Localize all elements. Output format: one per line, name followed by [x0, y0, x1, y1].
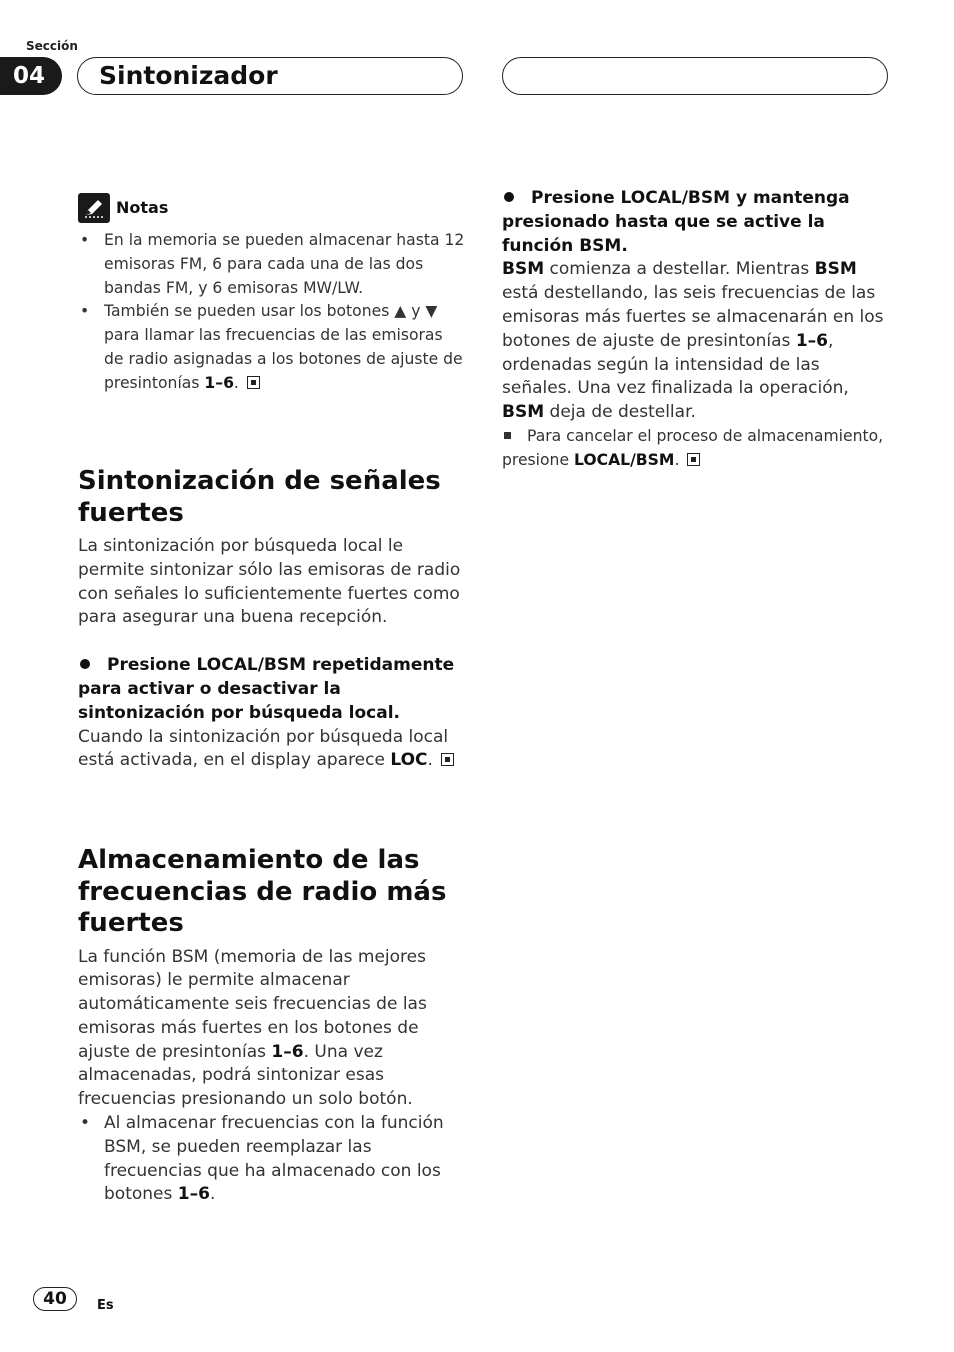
- bsm-bullet-text: Al almacenar frecuencias con la función BSM, se pueden reemplazar las frecuencias que ha almacenado con los botones: [104, 1113, 444, 1205]
- note-tail: .: [233, 373, 239, 392]
- bsm-step: [502, 187, 890, 258]
- right-column: [502, 187, 890, 473]
- strong-intro: La sintonización por búsqueda local le permite sintonizar sólo las emisoras de radio con señales lo suficientemente fuertes como para asegurar una buena recepción.: [78, 536, 461, 628]
- list-item: [78, 1112, 468, 1207]
- bsm-bold: BSM: [814, 259, 857, 280]
- end-mark-icon: [687, 453, 700, 466]
- bsm-cancel-note: [502, 425, 890, 473]
- step-bullet-icon: [80, 659, 90, 669]
- notes-block: [78, 193, 466, 396]
- section-number-badge: 04: [0, 57, 62, 95]
- strong-result: [78, 726, 468, 774]
- header-right-box: [502, 57, 888, 95]
- pencil-icon: [78, 193, 110, 223]
- list-item: [78, 300, 466, 395]
- section-strong-signals: [78, 466, 468, 773]
- bsm-cancel-tail: .: [674, 450, 680, 469]
- bsm-desc-4: deja de destellar.: [544, 402, 696, 423]
- bsm-bullet-bold: 1–6: [177, 1184, 210, 1205]
- bsm-bullets: [78, 1112, 468, 1207]
- page-number: 40: [33, 1287, 77, 1311]
- strong-result-text: Cuando la sintonización por búsqueda local está activada, en el display aparece: [78, 726, 449, 771]
- bsm-step-text: Presione LOCAL/BSM y mantenga presionado hasta que se active la función BSM.: [502, 188, 850, 256]
- bsm-intro-text: La función BSM (memoria de las mejores emisoras) le permite almacenar automáticamente seis frecuencias de las emisoras más fuertes en los botones de ajuste de presintonías: [78, 946, 427, 1062]
- bsm-desc-1: comienza a destellar. Mientras: [544, 259, 815, 280]
- loc-label: LOC: [390, 750, 428, 771]
- bsm-intro: [78, 946, 468, 1113]
- list-item: [78, 229, 466, 300]
- bsm-desc-3: , ordenadas según la intensidad de las señales. Una vez finalizada la operación,: [502, 330, 849, 399]
- note-text-1: En la memoria se pueden almacenar hasta 12 emisoras FM, 6 para cada una de las dos bandas FM, y 6 emisoras MW/LW.: [104, 231, 465, 297]
- bsm-description: [502, 258, 890, 425]
- note-text-2: También se pueden usar los botones ▲ y ▼ para llamar las frecuencias de las emisoras de radio asignadas a los botones de ajuste de presintonías: [104, 302, 463, 392]
- step-bullet-icon: [504, 192, 514, 202]
- bsm-cancel-text: Para cancelar el proceso de almacenamiento, presione: [502, 426, 884, 469]
- heading-bsm: Almacenamiento de las frecuencias de radio más fuertes: [78, 845, 447, 938]
- note-square-icon: [504, 432, 511, 439]
- bsm-bold: BSM: [502, 259, 545, 280]
- heading-strong-signals: Sintonización de señales fuertes: [78, 466, 441, 528]
- strong-step-text: Presione LOCAL/BSM repetidamente para activar o desactivar la sintonización por búsqueda local.: [78, 655, 455, 723]
- end-mark-icon: [247, 376, 260, 389]
- section-bsm: [78, 845, 468, 1207]
- strong-step: [78, 654, 468, 725]
- strong-result-tail: .: [427, 750, 433, 771]
- bsm-desc-2: está destellando, las seis frecuencias de las emisoras más fuertes se almacenarán en los botones de ajuste de presintonías: [502, 283, 884, 351]
- section-label: Sección: [26, 39, 78, 53]
- note-bold-1-6: 1–6: [204, 373, 234, 392]
- bsm-bullet-tail: .: [209, 1184, 216, 1205]
- notes-list: [78, 229, 466, 396]
- language-label: Es: [97, 1298, 114, 1313]
- bsm-bold: BSM: [502, 402, 545, 423]
- bsm-bold: 1–6: [795, 330, 828, 351]
- local-bsm-label: LOCAL/BSM: [574, 450, 675, 469]
- notes-label: Notas: [116, 198, 169, 218]
- section-title: Sintonizador: [77, 57, 463, 95]
- bsm-intro-bold: 1–6: [271, 1041, 304, 1062]
- notes-header: [78, 193, 466, 223]
- bsm-intro-text-2: . Una vez almacenadas, podrá sintonizar esas frecuencias presionando un solo botón.: [78, 1041, 413, 1110]
- end-mark-icon: [441, 753, 454, 766]
